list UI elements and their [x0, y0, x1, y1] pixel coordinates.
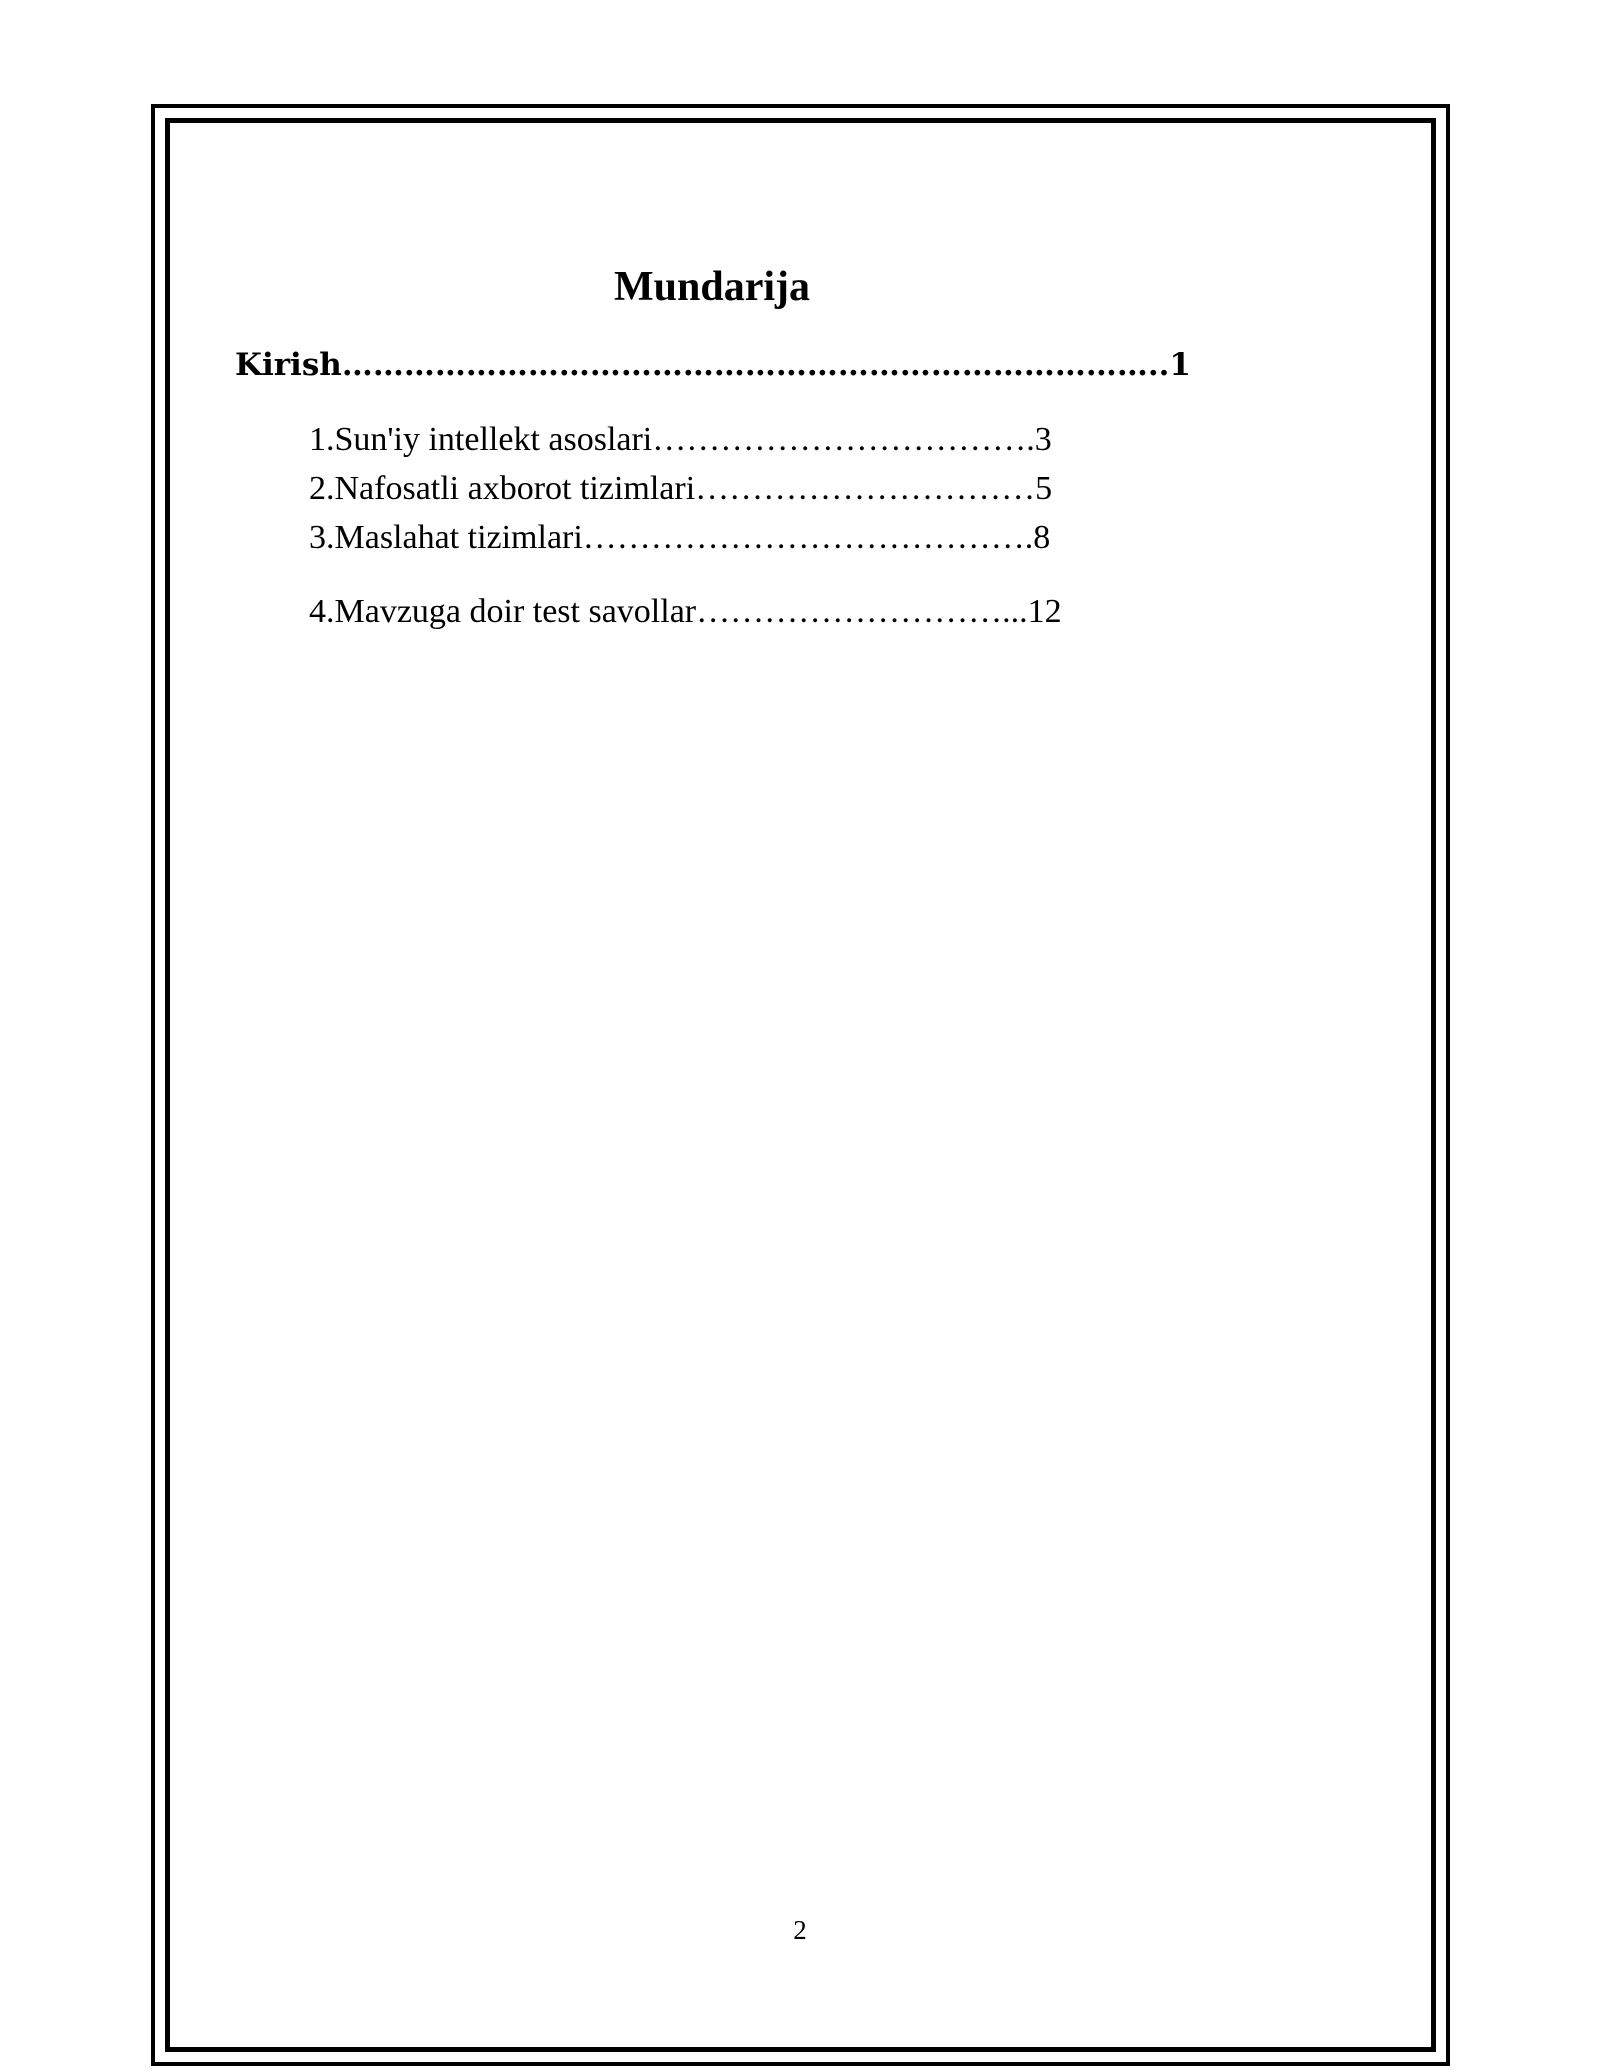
toc-entry-kirish: Kirish……………………………………………………………………..1 [235, 347, 1191, 383]
page-number: 2 [793, 1915, 807, 1945]
page-title: Mundarija [613, 264, 810, 310]
toc-entry-2: 2.Nafosatli axborot tizimlari…………………………5 [309, 470, 1053, 507]
page-border-inner [165, 118, 1436, 2052]
toc-entry-4: 4.Mavzuga doir test savollar………………………...12 [309, 593, 1062, 630]
page-border-outer [151, 104, 1450, 2066]
toc-entry-1: 1.Sun'iy intellekt asoslari…………………………….3 [309, 421, 1052, 458]
toc-entry-3: 3.Maslahat tizimlari………………………………….8 [309, 519, 1051, 556]
